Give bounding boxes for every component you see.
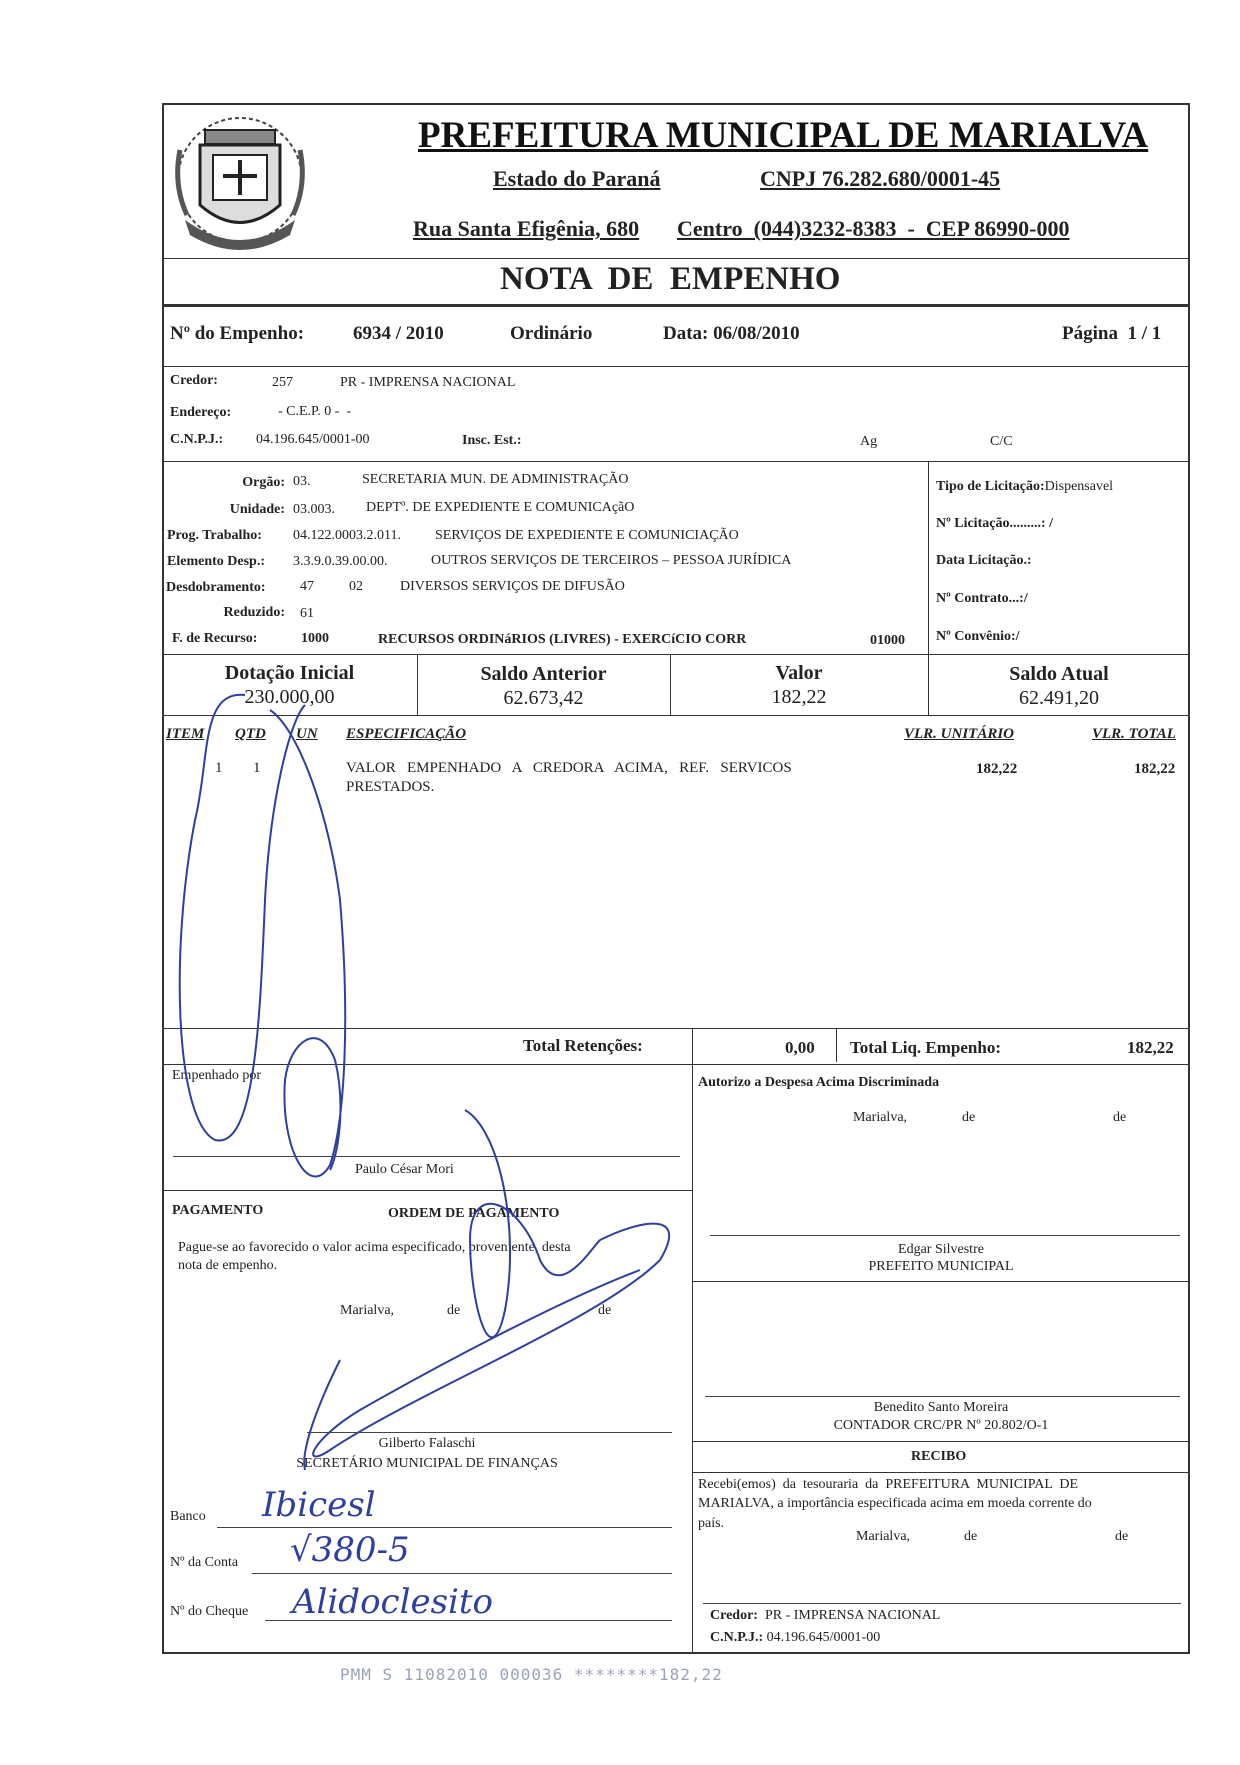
licitacao-type: Tipo de Licitação:Dispensavel bbox=[936, 479, 1114, 494]
item-total-value: 182,22 bbox=[1134, 761, 1176, 777]
recibo-title: RECIBO bbox=[911, 1449, 967, 1464]
desdobramento-code: 47 bbox=[300, 579, 314, 594]
convenio-number: Nº Convênio:/ bbox=[936, 629, 1020, 644]
bank-handwritten: Ibicesl bbox=[262, 1485, 376, 1525]
account-number-label: Nº da Conta bbox=[170, 1555, 239, 1570]
recibo-cnpj: C.N.P.J.: 04.196.645/0001-00 bbox=[710, 1630, 881, 1645]
pagamento-label: PAGAMENTO bbox=[172, 1203, 264, 1218]
contract-number: Nº Contrato...:/ bbox=[936, 591, 1028, 606]
valor-label: Valor bbox=[775, 662, 823, 684]
pagamento-place: Marialva, bbox=[340, 1303, 395, 1318]
valor-value: 182,22 bbox=[771, 686, 827, 708]
empenho-number: 6934 / 2010 bbox=[353, 323, 444, 344]
orgao-label: Orgão: bbox=[242, 475, 285, 490]
fonte-name: RECURSOS ORDINáRIOS (LIVRES) - EXERCíCIO CORR bbox=[378, 632, 747, 647]
recibo-place: Marialva, bbox=[856, 1529, 911, 1544]
item-qty: 1 bbox=[253, 760, 261, 776]
fonte-code: 1000 bbox=[301, 631, 329, 646]
autorizo-de-1: de bbox=[962, 1110, 976, 1125]
col-header-total-value: VLR. TOTAL bbox=[1092, 726, 1176, 742]
col-header-unit-value: VLR. UNITÁRIO bbox=[904, 726, 1015, 742]
recibo-text-line1: Recebi(emos) da tesouraria da PREFEITURA MUNICIPAL DE bbox=[698, 1477, 1079, 1492]
cnpj-header: CNPJ 76.282.680/0001-45 bbox=[760, 166, 1001, 191]
pagamento-text-line1: Pague-se ao favorecido o valor acima especificado, proveniente, desta bbox=[178, 1240, 571, 1255]
total-retencoes-value: 0,00 bbox=[785, 1038, 815, 1057]
licitacao-number: Nº Licitação.........: / bbox=[936, 516, 1053, 531]
orgao-code: 03. bbox=[293, 474, 311, 489]
unidade-name: DEPTº. DE EXPEDIENTE E COMUNICAçãO bbox=[366, 500, 635, 515]
account-label: C/C bbox=[990, 434, 1013, 449]
empenho-type: Ordinário bbox=[510, 323, 593, 344]
accountant-role: CONTADOR CRC/PR Nº 20.802/O-1 bbox=[833, 1418, 1049, 1433]
dotacao-inicial-label: Dotação Inicial bbox=[224, 662, 355, 684]
machine-stamp: PMM S 11082010 000036 ********182,22 bbox=[340, 1665, 723, 1684]
reduzido-code: 61 bbox=[300, 606, 314, 621]
account-number-handwritten: √380-5 bbox=[290, 1530, 410, 1570]
credor-label: Credor: bbox=[170, 373, 218, 388]
cnpj-label: C.N.P.J.: bbox=[170, 432, 224, 447]
item-spec-line2: PRESTADOS. bbox=[346, 779, 435, 795]
autorizo-place: Marialva, bbox=[853, 1110, 908, 1125]
contact-header: Centro (044)3232-8383 - CEP 86990-000 bbox=[677, 216, 1070, 241]
elemento-code: 3.3.9.0.39.00.00. bbox=[293, 554, 388, 569]
dotacao-inicial-value: 230.000,00 bbox=[244, 686, 335, 708]
mayor-name: Edgar Silvestre bbox=[898, 1242, 984, 1257]
col-header-un: UN bbox=[296, 726, 318, 742]
recibo-de-1: de bbox=[964, 1529, 978, 1544]
address-header: Rua Santa Efigênia, 680 bbox=[413, 216, 640, 241]
state-label: Estado do Paraná bbox=[493, 166, 661, 191]
credor-code: 257 bbox=[272, 375, 293, 390]
autorizo-de-2: de bbox=[1113, 1110, 1127, 1125]
reduzido-label: Reduzido: bbox=[223, 605, 285, 620]
licitacao-date: Data Licitação.: bbox=[936, 553, 1032, 568]
page-number: Página 1 / 1 bbox=[1062, 323, 1162, 344]
prog-name: SERVIÇOS DE EXPEDIENTE E COMUNICIAÇÃO bbox=[435, 528, 739, 543]
empenhado-por-label: Empenhado por bbox=[172, 1068, 262, 1083]
autorizo-label: Autorizo a Despesa Acima Discriminada bbox=[698, 1075, 940, 1090]
total-retencoes-label: Total Retenções: bbox=[523, 1036, 643, 1055]
agency-label: Ag bbox=[860, 434, 878, 449]
empenho-number-label: Nº do Empenho: bbox=[170, 323, 305, 344]
check-number-handwritten: Alidoclesito bbox=[292, 1582, 494, 1622]
fonte-label: F. de Recurso: bbox=[172, 631, 258, 646]
saldo-anterior-value: 62.673,42 bbox=[503, 687, 584, 709]
col-header-item: ITEM bbox=[166, 726, 205, 742]
empenho-date: Data: 06/08/2010 bbox=[663, 323, 800, 344]
elemento-name: OUTROS SERVIÇOS DE TERCEIROS – PESSOA JURÍDICA bbox=[431, 553, 792, 568]
pagamento-de-2: de bbox=[598, 1303, 612, 1318]
desdobramento-label: Desdobramento: bbox=[166, 580, 266, 595]
coat-of-arms-logo bbox=[165, 110, 315, 260]
total-liquido-value: 182,22 bbox=[1127, 1038, 1174, 1057]
item-spec-line1: VALOR EMPENHADO A CREDORA ACIMA, REF. SERVICOS bbox=[346, 760, 792, 776]
mayor-role: PREFEITO MUNICIPAL bbox=[868, 1259, 1014, 1274]
address-label: Endereço: bbox=[170, 405, 232, 420]
credor-name: PR - IMPRENSA NACIONAL bbox=[340, 375, 516, 390]
recibo-text-line2: MARIALVA, a importância especificada acima em moeda corrente do bbox=[698, 1496, 1092, 1511]
finance-secretary-role: SECRETÁRIO MUNICIPAL DE FINANÇAS bbox=[296, 1456, 558, 1471]
unidade-label: Unidade: bbox=[229, 502, 285, 517]
col-header-qtd: QTD bbox=[235, 726, 266, 742]
saldo-atual-value: 62.491,20 bbox=[1019, 687, 1099, 709]
recibo-credor: Credor: PR - IMPRENSA NACIONAL bbox=[710, 1608, 941, 1623]
saldo-atual-label: Saldo Atual bbox=[1009, 663, 1109, 685]
pagamento-de-1: de bbox=[447, 1303, 461, 1318]
finance-secretary-name: Gilberto Falaschi bbox=[378, 1436, 476, 1451]
insc-est-label: Insc. Est.: bbox=[462, 433, 522, 448]
accountant-name: Benedito Santo Moreira bbox=[873, 1400, 1009, 1415]
item-number: 1 bbox=[215, 760, 223, 776]
fonte-code-2: 01000 bbox=[870, 633, 905, 648]
total-liquido-label: Total Liq. Empenho: bbox=[850, 1038, 1001, 1057]
recibo-de-2: de bbox=[1115, 1529, 1129, 1544]
orgao-name: SECRETARIA MUN. DE ADMINISTRAÇÃO bbox=[362, 472, 629, 487]
desdobramento-subcode: 02 bbox=[349, 579, 363, 594]
credor-address: - C.E.P. 0 - - bbox=[278, 404, 352, 419]
empenhado-signer-name: Paulo César Mori bbox=[355, 1162, 454, 1177]
unidade-code: 03.003. bbox=[293, 502, 335, 517]
credor-cnpj: 04.196.645/0001-00 bbox=[256, 432, 370, 447]
desdobramento-name: DIVERSOS SERVIÇOS DE DIFUSÃO bbox=[400, 579, 625, 594]
col-header-especificacao: ESPECIFICAÇÃO bbox=[346, 726, 467, 742]
saldo-anterior-label: Saldo Anterior bbox=[480, 663, 607, 685]
check-number-label: Nº do Cheque bbox=[170, 1604, 249, 1619]
municipality-title: PREFEITURA MUNICIPAL DE MARIALVA bbox=[418, 115, 1149, 156]
bank-label: Banco bbox=[170, 1509, 206, 1524]
recibo-text-line3: país. bbox=[698, 1516, 725, 1531]
document-title: NOTA DE EMPENHO bbox=[500, 261, 841, 297]
item-unit-value: 182,22 bbox=[976, 761, 1018, 777]
elemento-label: Elemento Desp.: bbox=[167, 554, 265, 569]
prog-label: Prog. Trabalho: bbox=[167, 528, 262, 543]
pagamento-text-line2: nota de empenho. bbox=[178, 1258, 278, 1273]
ordem-pagamento-label: ORDEM DE PAGAMENTO bbox=[388, 1206, 560, 1221]
prog-code: 04.122.0003.2.011. bbox=[293, 528, 401, 543]
